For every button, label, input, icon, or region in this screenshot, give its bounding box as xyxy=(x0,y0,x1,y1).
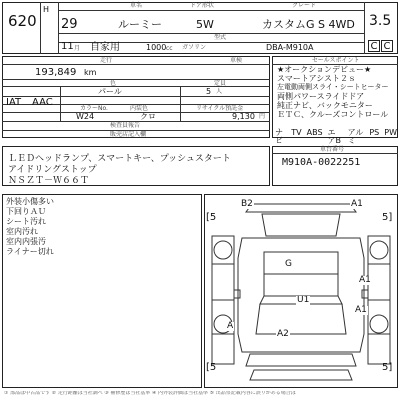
model-code: DBA-M910A xyxy=(266,43,314,52)
equipment-tv: TV xyxy=(291,128,302,137)
sales-points-heading: セールスポイント xyxy=(312,57,360,64)
transmission: IAT xyxy=(6,97,22,108)
condition-note: 外装小傷多い xyxy=(6,197,54,206)
footer-disclaimer: ① 部品は中古品です ② 走行距離は当社調べ ③ 補修歴は当社基準 ④ 内外装評価は当社基準 ⑤ 出品票記載内容に誤りがある場合は xyxy=(4,391,296,396)
condition-note: 室内汚れ xyxy=(6,227,38,236)
bracket-mark-top-left: [5 xyxy=(206,212,217,223)
mark-g-roof: G xyxy=(285,259,292,269)
col-seats-label: 定員 xyxy=(214,80,227,87)
mark-a2-front: A2 xyxy=(277,329,289,339)
sales-point-line: 左電動両側スライ・シートヒーター xyxy=(277,83,389,91)
body-color: パール xyxy=(98,87,122,96)
equipment-nav: ナビ xyxy=(275,128,283,145)
col-recycle-label: リサイクル預託金 xyxy=(196,105,244,112)
car-diagram xyxy=(204,194,398,388)
bracket-mark-top-right: 5] xyxy=(382,212,393,223)
mark-b2-rear: B2 xyxy=(241,199,253,209)
equipment-airbag: エアB xyxy=(327,128,342,145)
equipment-ps: PS xyxy=(369,128,380,137)
equipment-pw: PW xyxy=(384,128,397,137)
aircon: AAC xyxy=(32,97,53,108)
wheel-right-front xyxy=(370,315,388,333)
equipment-row xyxy=(275,129,397,145)
remark-line: アイドリングストップ xyxy=(8,165,97,175)
chassis-label: 車台番号 xyxy=(320,146,345,153)
color-code: W24 xyxy=(76,112,95,121)
equipment-abs: ABS xyxy=(306,128,323,137)
rear-bumper-outline xyxy=(246,204,356,212)
sales-point-line: 両側パワースライドドア xyxy=(277,92,365,101)
hood-outline xyxy=(256,304,346,334)
wheel-right-rear xyxy=(370,241,388,259)
condition-note: 下回りＡＵ xyxy=(6,207,46,216)
col-inspector-note-label: 検査員報告 xyxy=(110,122,141,129)
mark-u1-hood: U1 xyxy=(297,295,310,305)
col-interior-color-label: 内装色 xyxy=(130,105,149,112)
mileage: 193,849 xyxy=(35,67,77,78)
equipment-alloy: アルミ xyxy=(347,128,364,145)
mark-a-left-rear: A xyxy=(227,321,234,331)
col-mileage-label: 走行 xyxy=(100,57,113,64)
displacement-unit: cc xyxy=(166,45,173,52)
exterior-grade: C xyxy=(381,40,393,52)
mark-a1-right-side: A1 xyxy=(359,275,371,285)
col-color-label: 色 xyxy=(110,80,117,87)
sales-point-line: ★オークションデビュー★ xyxy=(277,65,372,74)
col-model-label: 型式 xyxy=(214,34,227,41)
col-dealer-label: 販売店記入欄 xyxy=(110,131,147,138)
col-grade-label: グレード xyxy=(292,2,317,9)
chassis-number: M910A-0022251 xyxy=(282,157,361,168)
condition-note: ライナー切れ xyxy=(6,247,54,256)
remark-line: ＮＳＺＴ－Ｗ６６Ｔ xyxy=(8,176,90,186)
col-car-name-label: 車名 xyxy=(130,2,143,9)
condition-note: 室内内張汚 xyxy=(6,237,46,246)
sales-point-line: スマートアシスト２ｓ xyxy=(277,74,357,83)
registration-year: 29 xyxy=(61,17,78,32)
era-mark: H xyxy=(43,5,50,14)
seats-unit: 人 xyxy=(216,88,223,95)
interior-color: クロ xyxy=(140,112,156,121)
wheel-left-rear xyxy=(214,241,232,259)
mark-a1-right-quarter: A1 xyxy=(355,305,367,315)
overall-score: 3.5 xyxy=(369,13,392,29)
col-inspection-label: 車検 xyxy=(230,57,243,64)
interior-grade: C xyxy=(368,40,380,52)
door-type: 5W xyxy=(196,18,214,31)
col-color-code-label: カラーNo. xyxy=(80,105,108,112)
bracket-mark-bottom-right: 5] xyxy=(382,362,393,373)
fuel-type: ガソリン xyxy=(182,44,207,51)
bracket-mark-bottom-left: [5 xyxy=(206,362,217,373)
sales-point-line: ＥＴＣ、クルーズコントロール xyxy=(277,110,389,119)
front-bumper-outline xyxy=(246,354,356,366)
seat-capacity: 5 xyxy=(206,87,212,96)
grade-name: カスタムG S 4WD xyxy=(262,18,355,31)
tailgate-outline xyxy=(262,214,340,236)
car-name: ルーミー xyxy=(118,18,162,31)
mileage-unit: km xyxy=(84,68,97,77)
mark-a1-rear-right: A1 xyxy=(351,199,363,209)
usage-type: 自家用 xyxy=(90,42,120,53)
displacement: 1000 xyxy=(146,43,167,52)
sales-point-line: 純正ナビ、バックモニター xyxy=(277,101,373,110)
month-unit: 月 xyxy=(74,45,81,52)
remark-line: ＬＥＤヘッドランプ、スマートキー、プッシュスタート xyxy=(8,154,231,164)
recycle-unit: 円 xyxy=(259,113,266,120)
condition-note: シート汚れ xyxy=(6,217,46,226)
registration-month: 11 xyxy=(61,41,74,52)
recycle-fee: 9,130 xyxy=(232,112,255,121)
col-doors-label: ドア形状 xyxy=(190,2,214,9)
lot-number: 620 xyxy=(8,12,37,30)
